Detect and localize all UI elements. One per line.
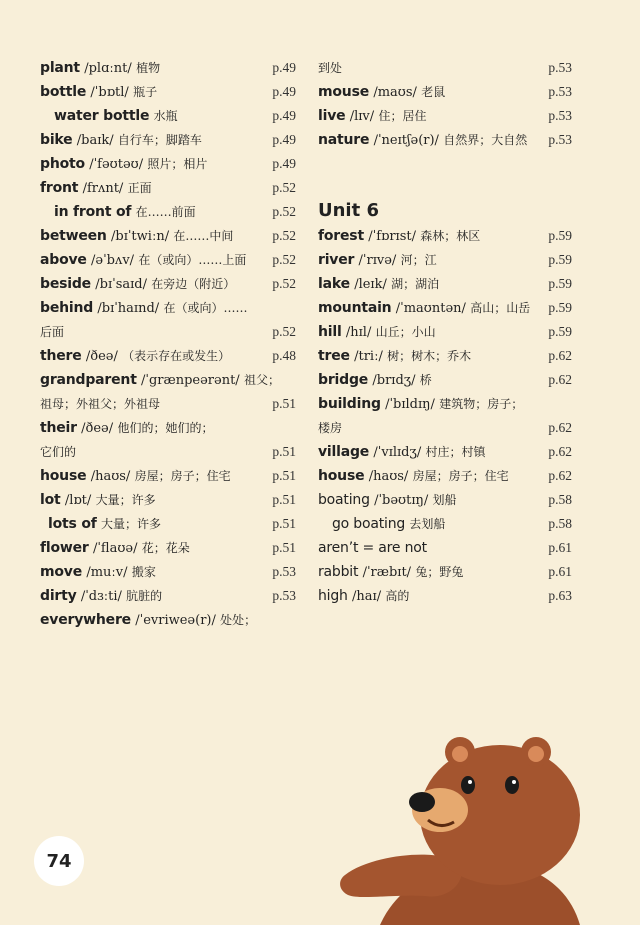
definition: 正面 [127,181,152,195]
definition-continued: 祖母；外祖父；外祖母 [40,397,161,411]
vocab-entry [40,488,296,512]
definition: 房屋；房子；住宅 [412,469,509,483]
phonetic: /baɪk/ [76,133,114,148]
page-reference: p.62 [548,468,572,483]
vocab-entry [40,464,296,488]
vocab-column-left [40,56,296,632]
page-reference: p.51 [272,492,296,507]
definition: 划船 [432,493,457,507]
page-reference: p.49 [272,84,296,99]
page-reference: p.59 [548,252,572,267]
page-reference: p.62 [548,444,572,459]
vocab-entry [318,584,572,608]
phonetic: /lɒt/ [64,493,92,508]
headword: behind [40,300,94,316]
headword: lot [40,492,61,508]
headword: boating [318,492,370,508]
headword: grandparent [40,372,137,388]
definition: 在……前面 [135,205,196,219]
phonetic: /ˈbəʊtɪŋ/ [374,493,429,508]
definition: （表示存在或发生） [122,349,231,363]
page-reference: p.49 [272,60,296,75]
bear-eye-right [505,776,519,794]
phonetic: /ˈevriweə(r)/ [135,613,216,628]
page-number: 74 [34,836,84,886]
definition-continued: 楼房 [318,421,343,435]
headword: between [40,228,107,244]
page-reference: p.53 [548,108,572,123]
definition: 自行车；脚踏车 [117,133,202,147]
vocab-entry [40,152,296,176]
phonetic: /plɑːnt/ [84,61,132,76]
definition: 村庄；村镇 [425,445,486,459]
definition: 他们的；她们的； [117,421,214,435]
vocab-entry [40,584,296,608]
definition: 去划船 [409,517,446,531]
page-reference: p.51 [272,444,296,459]
definition: 植物 [136,61,161,75]
headword: high [318,588,348,604]
headword: water bottle [54,108,150,124]
vocab-entry [318,104,572,128]
definition: 处处； [220,613,257,627]
headword: building [318,396,381,412]
page-reference: p.53 [548,132,572,147]
definition: 河；江 [400,253,437,267]
page-reference: p.49 [272,108,296,123]
phonetic: /muːv/ [86,565,128,580]
bear-illustration [340,730,640,925]
headword: hill [318,324,342,340]
headword: above [40,252,87,268]
vocab-entry [318,464,572,488]
definition: 肮脏的 [126,589,163,603]
page-reference: p.53 [548,84,572,99]
headword: in front of [54,204,132,220]
phonetic: /ˈbɒtl/ [90,85,129,100]
definition-continued: 它们的 [40,445,77,459]
definition: 住；居住 [378,109,427,123]
vocab-entry [318,368,572,392]
vocab-entry [318,392,572,440]
phonetic: /triː/ [354,349,383,364]
phonetic: /frʌnt/ [82,181,124,196]
vocab-entry [40,248,296,272]
definition: 在旁边（附近） [151,277,236,291]
headword: go boating [332,516,406,532]
vocab-entry [40,560,296,584]
phonetic: /ˈvɪlɪdʒ/ [373,445,422,460]
definition: 在（或向）……上面 [138,253,247,267]
definition: 瓶子 [133,85,158,99]
headword: photo [40,156,85,172]
vocab-column-right [318,56,572,608]
phonetic: /ˈrɪvə/ [358,253,397,268]
phonetic: /ˈfəʊtəʊ/ [89,157,144,172]
vocab-entry [318,248,572,272]
page-reference: p.51 [272,540,296,555]
phonetic: /ˈgrænpeərənt/ [141,373,240,388]
headword: flower [40,540,89,556]
vocab-entry [40,200,296,224]
vocab-entry [40,128,296,152]
definition: 搬家 [131,565,156,579]
headword: forest [318,228,364,244]
vocab-entry [318,296,572,320]
vocab-entry [318,440,572,464]
headword: rabbit [318,564,359,580]
page-reference: p.58 [548,492,572,507]
vocab-entry [318,512,572,536]
page-reference: p.59 [548,276,572,291]
phonetic: /lɪv/ [349,109,375,124]
vocab-entry [318,56,572,80]
vocab-entry [40,608,296,632]
vocab-entry [40,80,296,104]
page-reference: p.53 [548,60,572,75]
definition: 大量；许多 [95,493,156,507]
phonetic: /haʊs/ [368,469,409,484]
page-reference: p.61 [548,540,572,555]
vocab-entry [40,104,296,128]
definition: 老鼠 [421,85,446,99]
vocab-entry [40,176,296,200]
vocab-entry [40,296,296,344]
page-reference: p.51 [272,516,296,531]
page-reference: p.62 [548,420,572,435]
page-reference: p.59 [548,324,572,339]
definition: 在……中间 [173,229,234,243]
definition: 兔；野兔 [415,565,464,579]
vocab-entry [318,272,572,296]
vocab-entry [318,224,572,248]
vocab-list-unit6 [318,224,572,608]
page-reference: p.59 [548,228,572,243]
headword: river [318,252,355,268]
definition: 桥 [419,373,432,387]
phonetic: /ˈdɜːti/ [80,589,122,604]
page-reference: p.53 [272,588,296,603]
definition: 森林；林区 [420,229,481,243]
page-reference: p.52 [272,252,296,267]
headword: bike [40,132,73,148]
headword: tree [318,348,350,364]
page-reference: p.49 [272,156,296,171]
bear-nose [409,792,435,812]
vocab-entry [318,488,572,512]
vocab-entry [40,344,296,368]
phonetic: /ˈmaʊntən/ [395,301,466,316]
phonetic: /ˈfɒrɪst/ [368,229,416,244]
page-reference: p.63 [548,588,572,603]
definition: 高山；山岳 [470,301,531,315]
definition: 照片；相片 [147,157,208,171]
page-reference: p.52 [272,276,296,291]
vocab-entry [318,560,572,584]
vocab-entry [40,368,296,416]
headword: house [40,468,87,484]
page-reference: p.59 [548,300,572,315]
headword: nature [318,132,370,148]
vocab-entry [40,536,296,560]
page-reference: p.62 [548,348,572,363]
phonetic: /ðeə/ [85,349,118,364]
vocab-entry [318,80,572,104]
phonetic: /ˈflaʊə/ [92,541,138,556]
headword: house [318,468,365,484]
page-reference: p.53 [272,564,296,579]
phonetic: /bɪˈsaɪd/ [95,277,147,292]
phonetic: /brɪdʒ/ [372,373,416,388]
phonetic: /bɪˈhaɪnd/ [97,301,160,316]
page-reference: p.61 [548,564,572,579]
vocab-entry [40,416,296,464]
page-reference: p.49 [272,132,296,147]
headword: aren’t = are not [318,540,427,556]
page-reference: p.62 [548,372,572,387]
vocab-entry [318,128,572,152]
vocab-entry [318,320,572,344]
vocab-entry [40,224,296,248]
phonetic: /hɪl/ [345,325,372,340]
definition: 花；花朵 [141,541,190,555]
headword: bottle [40,84,87,100]
phonetic: /haɪ/ [352,589,382,604]
page-reference: p.52 [272,228,296,243]
definition: 树；树木；乔木 [387,349,472,363]
definition: 自然界；大自然 [443,133,528,147]
phonetic: /leɪk/ [354,277,387,292]
headword: front [40,180,79,196]
headword: plant [40,60,80,76]
page-reference: p.48 [272,348,296,363]
headword: mountain [318,300,392,316]
definition: 高的 [385,589,410,603]
page-reference: p.51 [272,468,296,483]
phonetic: /ˈbɪldɪŋ/ [385,397,435,412]
bear-eye-left [461,776,475,794]
headword: lots of [48,516,97,532]
headword: village [318,444,370,460]
definition: 大量；许多 [100,517,161,531]
headword: everywhere [40,612,131,628]
definition: 水瓶 [153,109,178,123]
phonetic: /ˈneɪtʃə(r)/ [373,133,439,148]
definition: 在（或向）…… [163,301,248,315]
phonetic: /bɪˈtwiːn/ [111,229,170,244]
headword: lake [318,276,350,292]
page-reference: p.52 [272,324,296,339]
vocab-entry [40,512,296,536]
headword: dirty [40,588,77,604]
vocab-list-continued [318,56,572,152]
vocab-entry [318,536,572,560]
vocab-entry [40,56,296,80]
definition: 房屋；房子；住宅 [134,469,231,483]
headword: mouse [318,84,370,100]
definition: 建筑物；房子； [439,397,524,411]
definition-continued: 后面 [40,325,65,339]
phonetic: /ðeə/ [81,421,114,436]
definition: 山丘；小山 [375,325,436,339]
headword: their [40,420,77,436]
vocab-entry [318,344,572,368]
headword: there [40,348,82,364]
page-reference: p.51 [272,396,296,411]
headword: move [40,564,83,580]
headword: beside [40,276,91,292]
page-reference: p.52 [272,204,296,219]
page-reference: p.52 [272,180,296,195]
unit-heading: Unit 6 [318,200,379,221]
headword: live [318,108,346,124]
vocab-entry [40,272,296,296]
phonetic: /haʊs/ [90,469,131,484]
phonetic: /ˈræbɪt/ [362,565,412,580]
definition: 到处 [318,61,343,75]
definition: 湖；湖泊 [391,277,440,291]
headword: bridge [318,372,369,388]
phonetic: /maʊs/ [373,85,417,100]
definition: 祖父； [243,373,280,387]
phonetic: /əˈbʌv/ [91,253,135,268]
page-reference: p.58 [548,516,572,531]
